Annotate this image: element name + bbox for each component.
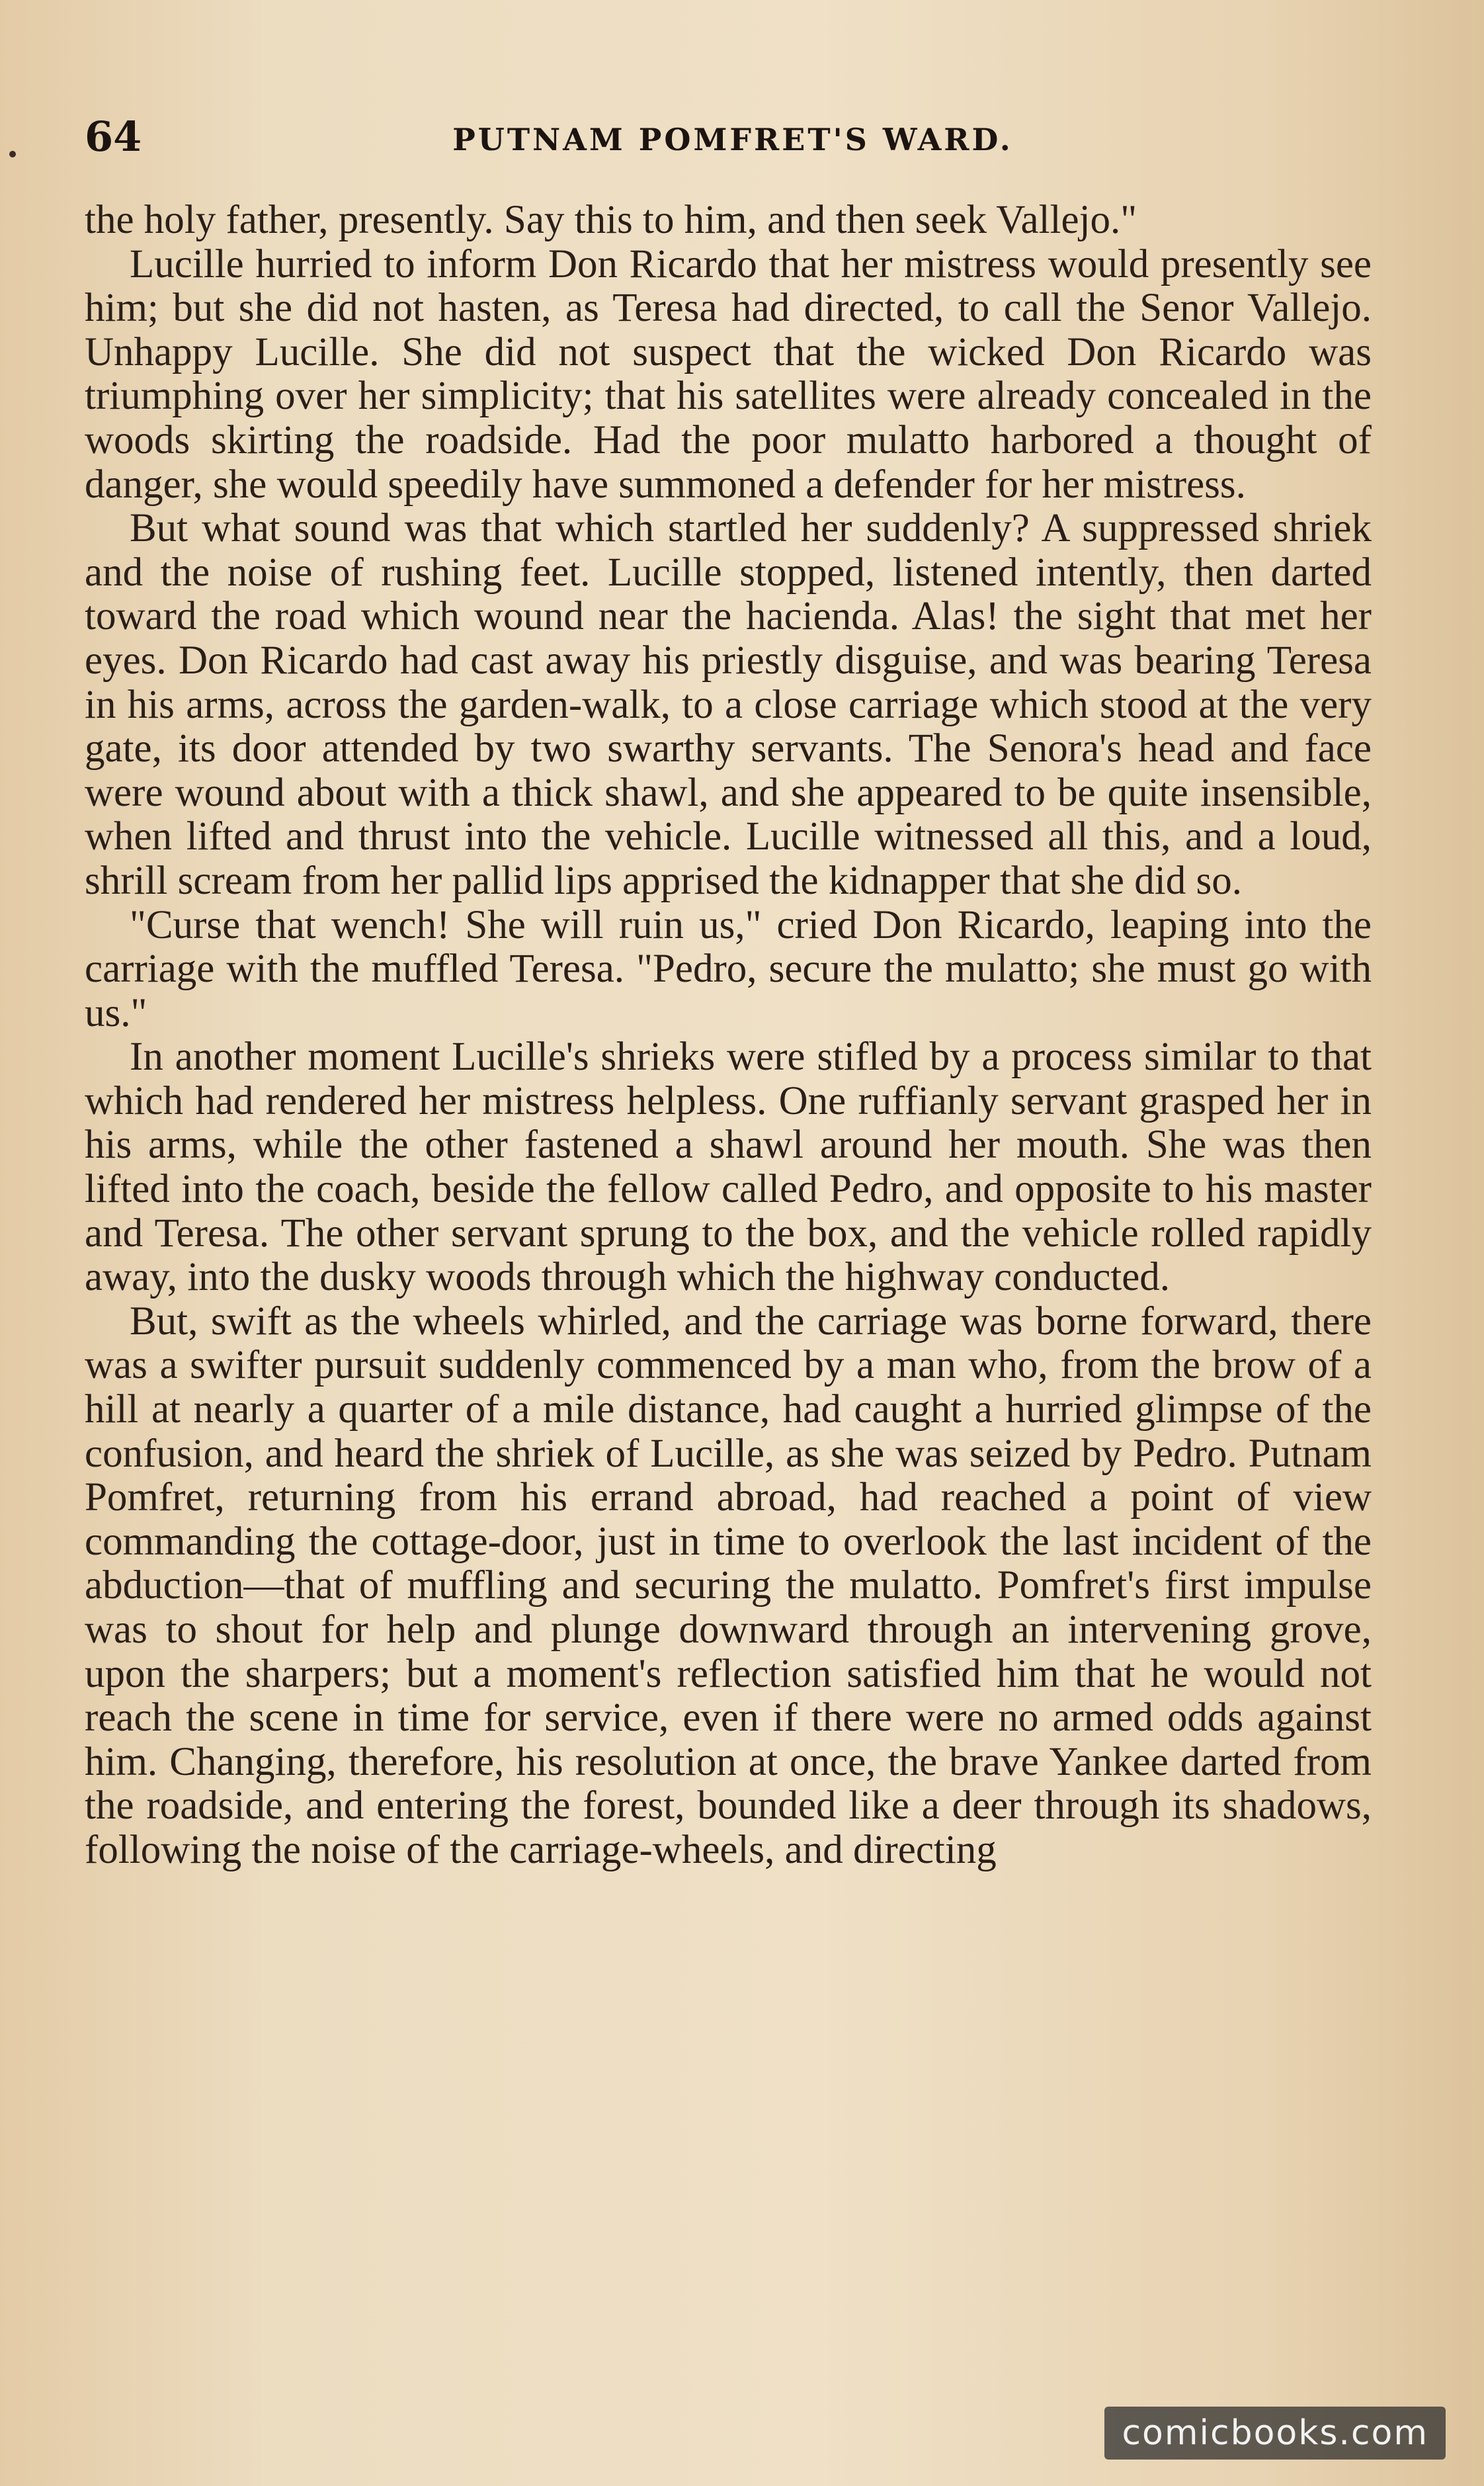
paragraph-5: In another moment Lucille's shrieks were stifled by a process similar to that which had rendered her mistress helpless. One ruffianly servant grasped her in his arms, while the other fastened a shawl around her mouth. She was then lifted into the coach, beside the fellow called Pedro, and opposite to his master and Teresa. The other servant sprung to the box, and the vehicle rolled rapidly away, into the dusky woods through which the highway conducted. bbox=[85, 1035, 1372, 1300]
body-text bbox=[85, 198, 1372, 1873]
paragraph-4: "Curse that wench! She will ruin us," cried Don Ricardo, leaping into the carriage with the muffled Teresa. "Pedro, secure the mulatto; she must go with us." bbox=[85, 902, 1372, 1035]
page-number: 64 bbox=[85, 112, 142, 161]
ink-speck bbox=[9, 151, 16, 157]
running-title: PUTNAM POMFRET'S WARD. bbox=[452, 122, 1013, 157]
paragraph-2: Lucille hurried to inform Don Ricardo that her mistress would presently see him; but she did not hasten, as Teresa had directed, to call the Senor Vallejo. Unhappy Lucille. She did not suspect that the wicked Don Ricardo was triumphing over her simplicity; that his satellites were already concealed in the woods skirting the roadside. Had the poor mulatto harbored a thought of danger, she would speedily have summoned a defender for her mistress. bbox=[85, 241, 1372, 507]
running-head bbox=[85, 112, 1381, 172]
paragraph-1: the holy father, presently. Say this to him, and then seek Vallejo." bbox=[85, 198, 1137, 242]
paragraph-3: But what sound was that which startled her suddenly? A suppressed shriek and the noise of rushing feet. Lucille stopped, listened intently, then darted toward the road which wound near the hacienda. Alas! the sight that met her eyes. Don Ricardo had cast away his priestly disguise, and was bearing Teresa in his arms, across the garden-walk, to a close carriage which stood at the very gate, its door attended by two swarthy servants. The Senora's head and face were wound about with a thick shawl, and she appeared to be quite insensible, when lifted and thrust into the vehicle. Lucille witnessed all this, and a loud, shrill scream from her pallid lips apprised the kidnapper that she did so. bbox=[85, 506, 1372, 903]
paragraph-6: But, swift as the wheels whirled, and the carriage was borne forward, there was a swifter pursuit suddenly commenced by a man who, from the brow of a hill at nearly a quarter of a mile distance, had caught a hurried glimpse of the confusion, and heard the shriek of Lucille, as she was seized by Pedro. Putnam Pomfret, returning from his errand abroad, had reached a point of view commanding the cottage-door, just in time to overlook the last incident of the abduction—that of muffling and securing the mulatto. Pomfret's first impulse was to shout for help and plunge downward through an intervening grove, upon the sharpers; but a moment's reflection satisfied him that he would not reach the scene in time for service, even if there were no armed odds against him. Changing, therefore, his resolution at once, the brave Yankee darted from the roadside, and entering the forest, bounded like a deer through its shadows, following the noise of the carriage-wheels, and directing bbox=[85, 1299, 1372, 1872]
watermark: comicbooks.com bbox=[1104, 2407, 1446, 2460]
